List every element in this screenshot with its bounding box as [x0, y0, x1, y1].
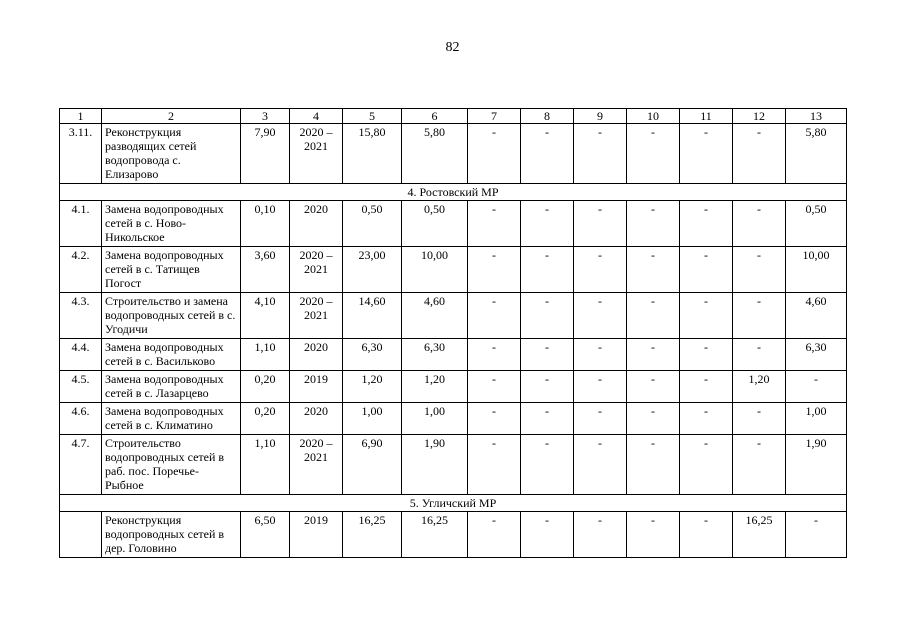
table-cell: 2020	[290, 403, 343, 435]
column-header: 1	[60, 109, 102, 124]
column-header: 2	[102, 109, 241, 124]
table-cell: -	[521, 247, 574, 293]
table-cell: -	[680, 512, 733, 558]
table-cell: -	[468, 201, 521, 247]
row-number: 4.2.	[60, 247, 102, 293]
work-description: Замена водопроводных сетей в с. Климатино	[102, 403, 241, 435]
table-cell: -	[627, 339, 680, 371]
table-row	[60, 247, 847, 293]
row-number: 4.5.	[60, 371, 102, 403]
table-cell: 3,60	[241, 247, 290, 293]
table-cell: 1,90	[402, 435, 468, 495]
table-cell: -	[574, 435, 627, 495]
table-cell: 1,20	[343, 371, 402, 403]
row-number: 4.3.	[60, 293, 102, 339]
table-cell: 4,60	[402, 293, 468, 339]
table-cell: -	[468, 512, 521, 558]
table-cell: -	[627, 201, 680, 247]
work-description: Реконструкция водопроводных сетей в дер. Головино	[102, 512, 241, 558]
table-cell: -	[627, 512, 680, 558]
column-header: 10	[627, 109, 680, 124]
table-row	[60, 124, 847, 184]
work-description: Замена водопроводных сетей в с. Васильково	[102, 339, 241, 371]
column-header: 13	[786, 109, 847, 124]
table-cell: -	[521, 339, 574, 371]
table-cell: -	[680, 435, 733, 495]
table-cell: -	[786, 512, 847, 558]
section-title: 5. Угличский МР	[60, 495, 847, 512]
table-cell: -	[733, 339, 786, 371]
column-header: 12	[733, 109, 786, 124]
table-cell: -	[733, 435, 786, 495]
table-cell: -	[627, 124, 680, 184]
table-cell: 10,00	[402, 247, 468, 293]
table-row	[60, 371, 847, 403]
table-cell: 2020 – 2021	[290, 435, 343, 495]
table-cell: 2019	[290, 371, 343, 403]
table-cell: -	[468, 247, 521, 293]
table-cell: 10,00	[786, 247, 847, 293]
row-number: 4.6.	[60, 403, 102, 435]
table-cell: 0,50	[786, 201, 847, 247]
table-row	[60, 293, 847, 339]
table-cell: -	[468, 293, 521, 339]
table-cell: -	[468, 371, 521, 403]
table-cell: 16,25	[343, 512, 402, 558]
column-header: 4	[290, 109, 343, 124]
table-cell: -	[680, 339, 733, 371]
table-cell: 2020	[290, 339, 343, 371]
table-cell: -	[680, 293, 733, 339]
table-cell: -	[521, 403, 574, 435]
table-cell: -	[733, 293, 786, 339]
table-cell: 2019	[290, 512, 343, 558]
table-cell: -	[574, 201, 627, 247]
work-description: Замена водопроводных сетей в с. Ново-Никольское	[102, 201, 241, 247]
section-row	[60, 184, 847, 201]
section-row	[60, 495, 847, 512]
table-cell: -	[733, 403, 786, 435]
table-cell: -	[521, 371, 574, 403]
table-cell: -	[574, 512, 627, 558]
table-cell: 1,10	[241, 435, 290, 495]
table-cell: 1,20	[733, 371, 786, 403]
row-number: 4.7.	[60, 435, 102, 495]
table-cell: -	[786, 371, 847, 403]
table-cell: 7,90	[241, 124, 290, 184]
table-cell: 1,10	[241, 339, 290, 371]
table-cell: -	[680, 124, 733, 184]
table-cell: 6,50	[241, 512, 290, 558]
table-cell: -	[574, 403, 627, 435]
table-cell: 2020	[290, 201, 343, 247]
table-cell: -	[574, 247, 627, 293]
table-cell: -	[521, 124, 574, 184]
table-cell: -	[680, 371, 733, 403]
column-header: 11	[680, 109, 733, 124]
table-cell: 0,20	[241, 403, 290, 435]
table-cell: -	[680, 403, 733, 435]
table-row	[60, 512, 847, 558]
table-cell: 5,80	[402, 124, 468, 184]
table-cell: 2020 – 2021	[290, 247, 343, 293]
table-cell: 1,00	[402, 403, 468, 435]
table-row	[60, 339, 847, 371]
column-header: 7	[468, 109, 521, 124]
table-cell: 14,60	[343, 293, 402, 339]
table-cell: -	[574, 339, 627, 371]
table-cell: 4,10	[241, 293, 290, 339]
table-cell: -	[627, 371, 680, 403]
table-cell: -	[627, 403, 680, 435]
work-description: Строительство водопроводных сетей в раб. пос. Поречье-Рыбное	[102, 435, 241, 495]
table-cell: 2020 – 2021	[290, 124, 343, 184]
table-cell: -	[521, 293, 574, 339]
table-cell: 6,90	[343, 435, 402, 495]
column-header: 3	[241, 109, 290, 124]
work-description: Реконструкция разводящих сетей водопровода с. Елизарово	[102, 124, 241, 184]
table-cell: 0,10	[241, 201, 290, 247]
column-header: 5	[343, 109, 402, 124]
table-cell: -	[627, 293, 680, 339]
row-number	[60, 512, 102, 558]
table-row	[60, 403, 847, 435]
table-cell: 0,50	[402, 201, 468, 247]
table-cell: -	[521, 435, 574, 495]
table-row	[60, 201, 847, 247]
table-cell: 16,25	[733, 512, 786, 558]
section-title: 4. Ростовский МР	[60, 184, 847, 201]
table-cell: -	[680, 201, 733, 247]
table-cell: 2020 – 2021	[290, 293, 343, 339]
table-cell: 23,00	[343, 247, 402, 293]
column-header: 8	[521, 109, 574, 124]
row-number: 3.11.	[60, 124, 102, 184]
work-description: Строительство и замена водопроводных сетей в с. Угодичи	[102, 293, 241, 339]
header-row	[60, 109, 847, 124]
table-cell: -	[733, 124, 786, 184]
table-cell: -	[733, 247, 786, 293]
table-cell: -	[468, 124, 521, 184]
column-header: 9	[574, 109, 627, 124]
table-cell: -	[521, 201, 574, 247]
table-cell: -	[468, 339, 521, 371]
table-row	[60, 435, 847, 495]
table-cell: 0,50	[343, 201, 402, 247]
table-cell: 15,80	[343, 124, 402, 184]
table-cell: -	[574, 293, 627, 339]
table-cell: -	[627, 435, 680, 495]
table-cell: -	[521, 512, 574, 558]
table-cell: 1,20	[402, 371, 468, 403]
table-cell: 1,90	[786, 435, 847, 495]
table-cell: -	[574, 371, 627, 403]
page-number: 82	[445, 40, 460, 55]
row-number: 4.4.	[60, 339, 102, 371]
table-cell: 6,30	[786, 339, 847, 371]
table-body	[60, 109, 847, 558]
table-cell: -	[468, 435, 521, 495]
table-cell: -	[574, 124, 627, 184]
works-table	[59, 108, 847, 558]
table-cell: -	[733, 201, 786, 247]
table-cell: 0,20	[241, 371, 290, 403]
table-cell: 1,00	[343, 403, 402, 435]
table-cell: 1,00	[786, 403, 847, 435]
table-cell: 6,30	[402, 339, 468, 371]
table-cell: 16,25	[402, 512, 468, 558]
row-number: 4.1.	[60, 201, 102, 247]
table-cell: -	[468, 403, 521, 435]
work-description: Замена водопроводных сетей в с. Татищев Погост	[102, 247, 241, 293]
column-header: 6	[402, 109, 468, 124]
table-cell: 6,30	[343, 339, 402, 371]
work-description: Замена водопроводных сетей в с. Лазарцево	[102, 371, 241, 403]
table-cell: 4,60	[786, 293, 847, 339]
table-cell: 5,80	[786, 124, 847, 184]
table-cell: -	[627, 247, 680, 293]
table-cell: -	[680, 247, 733, 293]
